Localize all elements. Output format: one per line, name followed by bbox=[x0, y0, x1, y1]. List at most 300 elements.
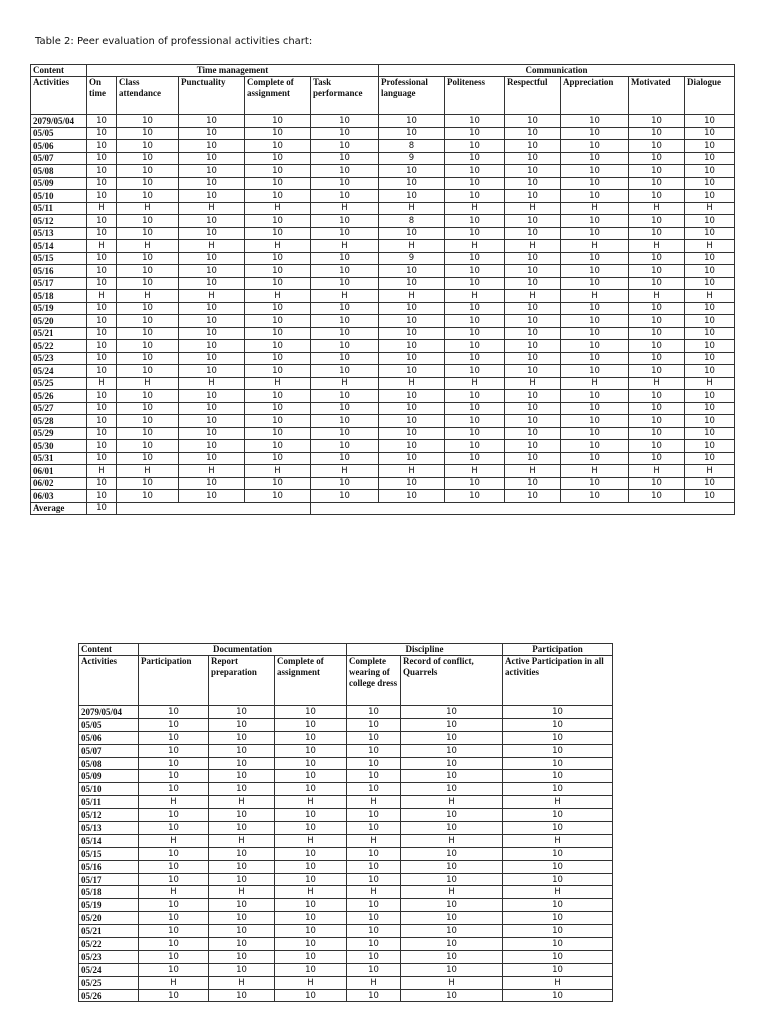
score-cell: 10 bbox=[179, 490, 245, 503]
score-cell: 10 bbox=[685, 365, 735, 378]
score-cell: H bbox=[275, 976, 347, 989]
score-cell: H bbox=[505, 377, 561, 390]
score-cell: 10 bbox=[139, 744, 209, 757]
score-cell: 10 bbox=[505, 227, 561, 240]
score-cell: H bbox=[379, 202, 445, 215]
table-row bbox=[31, 390, 735, 403]
score-cell: 10 bbox=[275, 822, 347, 835]
score-cell: 10 bbox=[87, 340, 117, 353]
date-cell: 2079/05/04 bbox=[79, 706, 139, 719]
score-cell: 10 bbox=[87, 390, 117, 403]
date-cell: 05/20 bbox=[79, 912, 139, 925]
score-cell: 10 bbox=[561, 190, 629, 203]
score-cell: 10 bbox=[139, 718, 209, 731]
score-cell: H bbox=[179, 465, 245, 478]
table-row bbox=[79, 847, 613, 860]
score-cell: 10 bbox=[117, 440, 179, 453]
score-cell: 10 bbox=[209, 770, 275, 783]
score-cell: 10 bbox=[503, 809, 613, 822]
score-cell: 10 bbox=[87, 365, 117, 378]
score-cell: 10 bbox=[311, 127, 379, 140]
score-cell: 10 bbox=[401, 757, 503, 770]
score-cell: 10 bbox=[685, 165, 735, 178]
score-cell: 10 bbox=[561, 227, 629, 240]
score-cell: 10 bbox=[209, 938, 275, 951]
table-row bbox=[31, 402, 735, 415]
score-cell: 10 bbox=[275, 757, 347, 770]
score-cell: 10 bbox=[505, 177, 561, 190]
score-cell: 10 bbox=[561, 277, 629, 290]
score-cell: 10 bbox=[445, 127, 505, 140]
score-cell: 10 bbox=[445, 315, 505, 328]
date-cell: 05/08 bbox=[79, 757, 139, 770]
score-cell: 10 bbox=[209, 873, 275, 886]
score-cell: 10 bbox=[685, 115, 735, 128]
score-cell: 10 bbox=[275, 938, 347, 951]
date-cell: 05/08 bbox=[31, 165, 87, 178]
score-cell: 10 bbox=[117, 115, 179, 128]
peer-evaluation-table-2 bbox=[78, 643, 613, 1002]
time-management-header: Time management bbox=[87, 65, 379, 77]
score-cell: 10 bbox=[245, 127, 311, 140]
score-cell: 10 bbox=[629, 490, 685, 503]
date-cell: 05/22 bbox=[31, 340, 87, 353]
score-cell: 10 bbox=[503, 938, 613, 951]
score-cell: H bbox=[379, 377, 445, 390]
date-cell: 05/25 bbox=[31, 377, 87, 390]
score-cell: 10 bbox=[505, 302, 561, 315]
score-cell: 10 bbox=[561, 302, 629, 315]
score-cell: 10 bbox=[139, 757, 209, 770]
score-cell: 10 bbox=[311, 140, 379, 153]
score-cell: 10 bbox=[685, 490, 735, 503]
column-header: Complete of assignment bbox=[275, 656, 347, 706]
score-cell: 10 bbox=[401, 912, 503, 925]
date-cell: 05/10 bbox=[31, 190, 87, 203]
score-cell: H bbox=[561, 377, 629, 390]
score-cell: H bbox=[245, 290, 311, 303]
score-cell: 10 bbox=[561, 177, 629, 190]
score-cell: 10 bbox=[311, 490, 379, 503]
score-cell: 10 bbox=[347, 718, 401, 731]
table-row bbox=[31, 265, 735, 278]
score-cell: 10 bbox=[87, 140, 117, 153]
column-header: Participation bbox=[139, 656, 209, 706]
score-cell: 10 bbox=[275, 873, 347, 886]
score-cell: 10 bbox=[139, 822, 209, 835]
score-cell: 10 bbox=[685, 402, 735, 415]
score-cell: 10 bbox=[245, 190, 311, 203]
score-cell: 10 bbox=[629, 165, 685, 178]
score-cell: 10 bbox=[503, 718, 613, 731]
score-cell: 10 bbox=[505, 165, 561, 178]
score-cell: 10 bbox=[505, 152, 561, 165]
score-cell: H bbox=[505, 290, 561, 303]
score-cell: 10 bbox=[379, 490, 445, 503]
score-cell: H bbox=[401, 834, 503, 847]
score-cell: H bbox=[139, 834, 209, 847]
score-cell: 10 bbox=[685, 315, 735, 328]
score-cell: H bbox=[117, 202, 179, 215]
score-cell: H bbox=[503, 796, 613, 809]
column-header: Complete of assignment bbox=[245, 77, 311, 115]
score-cell: H bbox=[139, 976, 209, 989]
score-cell: 10 bbox=[347, 950, 401, 963]
score-cell: 10 bbox=[445, 215, 505, 228]
score-cell: H bbox=[445, 202, 505, 215]
score-cell: 10 bbox=[245, 415, 311, 428]
score-cell: 10 bbox=[379, 277, 445, 290]
column-header: Motivated bbox=[629, 77, 685, 115]
score-cell: 10 bbox=[275, 718, 347, 731]
score-cell: 10 bbox=[503, 706, 613, 719]
score-cell: 10 bbox=[87, 165, 117, 178]
table-row bbox=[31, 440, 735, 453]
score-cell: H bbox=[629, 465, 685, 478]
score-cell: H bbox=[209, 834, 275, 847]
date-cell: 2079/05/04 bbox=[31, 115, 87, 128]
score-cell: 10 bbox=[379, 227, 445, 240]
score-cell: 10 bbox=[401, 873, 503, 886]
score-cell: 10 bbox=[503, 783, 613, 796]
score-cell: 10 bbox=[503, 950, 613, 963]
score-cell: 10 bbox=[311, 265, 379, 278]
score-cell: H bbox=[209, 796, 275, 809]
score-cell: 10 bbox=[139, 912, 209, 925]
score-cell: 10 bbox=[561, 315, 629, 328]
table-row bbox=[31, 365, 735, 378]
score-cell: 10 bbox=[505, 402, 561, 415]
score-cell: 10 bbox=[117, 277, 179, 290]
score-cell: 10 bbox=[561, 440, 629, 453]
score-cell: 10 bbox=[505, 315, 561, 328]
score-cell: H bbox=[87, 290, 117, 303]
score-cell: 10 bbox=[275, 731, 347, 744]
score-cell: H bbox=[685, 202, 735, 215]
score-cell: H bbox=[629, 202, 685, 215]
score-cell: H bbox=[505, 465, 561, 478]
score-cell: 10 bbox=[505, 477, 561, 490]
score-cell: 10 bbox=[561, 252, 629, 265]
score-cell: 10 bbox=[179, 427, 245, 440]
score-cell: 10 bbox=[311, 352, 379, 365]
score-cell: 10 bbox=[347, 963, 401, 976]
score-cell: 10 bbox=[311, 402, 379, 415]
score-cell: 10 bbox=[445, 340, 505, 353]
score-cell: H bbox=[445, 377, 505, 390]
score-cell: 10 bbox=[503, 744, 613, 757]
date-cell: 05/11 bbox=[31, 202, 87, 215]
score-cell: 10 bbox=[561, 265, 629, 278]
score-cell: H bbox=[179, 202, 245, 215]
score-cell: 10 bbox=[629, 415, 685, 428]
table-row bbox=[79, 783, 613, 796]
score-cell: 10 bbox=[505, 365, 561, 378]
score-cell: 10 bbox=[503, 860, 613, 873]
score-cell: 10 bbox=[379, 452, 445, 465]
table-row bbox=[31, 452, 735, 465]
score-cell: 10 bbox=[117, 427, 179, 440]
table-row bbox=[79, 886, 613, 899]
score-cell: 10 bbox=[445, 415, 505, 428]
score-cell: H bbox=[311, 465, 379, 478]
score-cell: 10 bbox=[117, 127, 179, 140]
table-row bbox=[79, 989, 613, 1002]
score-cell: 10 bbox=[117, 352, 179, 365]
score-cell: 10 bbox=[561, 327, 629, 340]
score-cell: 10 bbox=[311, 165, 379, 178]
table-row bbox=[31, 177, 735, 190]
date-cell: 05/16 bbox=[79, 860, 139, 873]
score-cell: 10 bbox=[87, 415, 117, 428]
score-cell: 10 bbox=[87, 477, 117, 490]
date-cell: 05/30 bbox=[31, 440, 87, 453]
score-cell: 10 bbox=[245, 227, 311, 240]
score-cell: 10 bbox=[561, 477, 629, 490]
table-row bbox=[31, 377, 735, 390]
score-cell: 10 bbox=[311, 477, 379, 490]
score-cell: 10 bbox=[629, 277, 685, 290]
date-cell: 05/20 bbox=[31, 315, 87, 328]
score-cell: 10 bbox=[401, 925, 503, 938]
date-cell: 05/31 bbox=[31, 452, 87, 465]
score-cell: 10 bbox=[685, 227, 735, 240]
score-cell: 10 bbox=[505, 140, 561, 153]
score-cell: 10 bbox=[347, 873, 401, 886]
score-cell: 10 bbox=[87, 402, 117, 415]
score-cell: 10 bbox=[445, 440, 505, 453]
score-cell: 10 bbox=[209, 757, 275, 770]
score-cell: 10 bbox=[87, 440, 117, 453]
column-header: Politeness bbox=[445, 77, 505, 115]
score-cell: H bbox=[685, 377, 735, 390]
date-cell: 06/03 bbox=[31, 490, 87, 503]
score-cell: 10 bbox=[275, 912, 347, 925]
score-cell: 10 bbox=[179, 440, 245, 453]
score-cell: 10 bbox=[445, 227, 505, 240]
score-cell: 10 bbox=[505, 440, 561, 453]
score-cell: H bbox=[347, 976, 401, 989]
score-cell: H bbox=[311, 377, 379, 390]
score-cell: 10 bbox=[401, 938, 503, 951]
score-cell: 10 bbox=[561, 415, 629, 428]
score-cell: 10 bbox=[445, 190, 505, 203]
table-row bbox=[79, 822, 613, 835]
score-cell: 10 bbox=[401, 822, 503, 835]
date-cell: 05/24 bbox=[79, 963, 139, 976]
score-cell: H bbox=[379, 465, 445, 478]
score-cell: 10 bbox=[245, 277, 311, 290]
score-cell: 10 bbox=[445, 490, 505, 503]
table-row bbox=[79, 873, 613, 886]
score-cell: 10 bbox=[87, 427, 117, 440]
score-cell: 10 bbox=[311, 252, 379, 265]
score-cell: H bbox=[117, 465, 179, 478]
score-cell: 10 bbox=[117, 140, 179, 153]
date-cell: 05/09 bbox=[31, 177, 87, 190]
score-cell: 10 bbox=[379, 327, 445, 340]
score-cell: 10 bbox=[87, 302, 117, 315]
date-cell: 05/06 bbox=[79, 731, 139, 744]
column-header: Dialogue bbox=[685, 77, 735, 115]
score-cell: H bbox=[379, 290, 445, 303]
date-cell: 05/26 bbox=[31, 390, 87, 403]
score-cell: H bbox=[275, 886, 347, 899]
score-cell: 10 bbox=[347, 783, 401, 796]
table-row bbox=[79, 731, 613, 744]
date-cell: 05/18 bbox=[31, 290, 87, 303]
table-row bbox=[31, 465, 735, 478]
score-cell: 10 bbox=[139, 770, 209, 783]
score-cell: 10 bbox=[117, 490, 179, 503]
score-cell: 10 bbox=[87, 177, 117, 190]
table-row bbox=[79, 860, 613, 873]
score-cell: 10 bbox=[561, 340, 629, 353]
score-cell: H bbox=[87, 240, 117, 253]
score-cell: 10 bbox=[139, 783, 209, 796]
score-cell: H bbox=[503, 834, 613, 847]
column-header: Punctuality bbox=[179, 77, 245, 115]
score-cell: 10 bbox=[347, 912, 401, 925]
activities-header: Activities bbox=[79, 656, 139, 706]
score-cell: H bbox=[87, 465, 117, 478]
table-row bbox=[79, 809, 613, 822]
score-cell: 10 bbox=[209, 731, 275, 744]
table-row bbox=[31, 340, 735, 353]
score-cell: 10 bbox=[347, 770, 401, 783]
score-cell: 10 bbox=[561, 402, 629, 415]
score-cell: 10 bbox=[245, 215, 311, 228]
score-cell: 10 bbox=[505, 427, 561, 440]
date-cell: 05/17 bbox=[31, 277, 87, 290]
score-cell: 10 bbox=[561, 165, 629, 178]
score-cell: 10 bbox=[685, 190, 735, 203]
score-cell: 10 bbox=[87, 227, 117, 240]
score-cell: 10 bbox=[685, 340, 735, 353]
score-cell: 10 bbox=[275, 783, 347, 796]
score-cell: 10 bbox=[503, 757, 613, 770]
score-cell: 10 bbox=[117, 215, 179, 228]
score-cell: H bbox=[347, 796, 401, 809]
score-cell: 10 bbox=[401, 706, 503, 719]
score-cell: 10 bbox=[87, 327, 117, 340]
average-value: 10 bbox=[87, 502, 117, 515]
date-cell: 05/23 bbox=[31, 352, 87, 365]
score-cell: 10 bbox=[311, 215, 379, 228]
score-cell: 10 bbox=[629, 365, 685, 378]
score-cell: 10 bbox=[347, 822, 401, 835]
score-cell: 9 bbox=[379, 252, 445, 265]
score-cell: 10 bbox=[117, 190, 179, 203]
communication-header: Communication bbox=[379, 65, 735, 77]
column-header: Record of conflict, Quarrels bbox=[401, 656, 503, 706]
score-cell: 10 bbox=[209, 860, 275, 873]
score-cell: 10 bbox=[379, 315, 445, 328]
score-cell: 10 bbox=[139, 925, 209, 938]
score-cell: 10 bbox=[179, 415, 245, 428]
score-cell: 10 bbox=[179, 477, 245, 490]
score-cell: 10 bbox=[179, 352, 245, 365]
score-cell: 10 bbox=[445, 390, 505, 403]
score-cell: 10 bbox=[445, 115, 505, 128]
date-cell: 05/23 bbox=[79, 950, 139, 963]
table-row bbox=[79, 899, 613, 912]
score-cell: 10 bbox=[561, 427, 629, 440]
date-cell: 06/02 bbox=[31, 477, 87, 490]
score-cell: 10 bbox=[445, 452, 505, 465]
score-cell: 10 bbox=[311, 327, 379, 340]
date-cell: 05/29 bbox=[31, 427, 87, 440]
date-cell: 05/12 bbox=[79, 809, 139, 822]
score-cell: 10 bbox=[117, 152, 179, 165]
table-row bbox=[31, 315, 735, 328]
column-header: Active Participation in all activities bbox=[503, 656, 613, 706]
score-cell: 10 bbox=[311, 427, 379, 440]
score-cell: 10 bbox=[245, 327, 311, 340]
score-cell: 10 bbox=[445, 402, 505, 415]
column-header: Appreciation bbox=[561, 77, 629, 115]
score-cell: 10 bbox=[685, 302, 735, 315]
date-cell: 05/18 bbox=[79, 886, 139, 899]
score-cell: 10 bbox=[561, 352, 629, 365]
score-cell: 10 bbox=[445, 277, 505, 290]
score-cell: 10 bbox=[505, 340, 561, 353]
score-cell: 10 bbox=[275, 989, 347, 1002]
score-cell: 10 bbox=[445, 302, 505, 315]
table-row bbox=[31, 227, 735, 240]
score-cell: 10 bbox=[505, 115, 561, 128]
score-cell: 10 bbox=[275, 963, 347, 976]
score-cell: 10 bbox=[685, 177, 735, 190]
score-cell: H bbox=[139, 796, 209, 809]
score-cell: 10 bbox=[561, 365, 629, 378]
score-cell: 10 bbox=[503, 731, 613, 744]
score-cell: 10 bbox=[311, 227, 379, 240]
date-cell: 05/05 bbox=[79, 718, 139, 731]
score-cell: 10 bbox=[139, 809, 209, 822]
table-row bbox=[31, 165, 735, 178]
score-cell: 10 bbox=[347, 809, 401, 822]
table-row bbox=[79, 925, 613, 938]
score-cell: H bbox=[629, 290, 685, 303]
date-cell: 05/26 bbox=[79, 989, 139, 1002]
score-cell: 10 bbox=[629, 402, 685, 415]
score-cell: 10 bbox=[179, 365, 245, 378]
column-header: Complete wearing of college dress bbox=[347, 656, 401, 706]
score-cell: 10 bbox=[245, 390, 311, 403]
score-cell: 10 bbox=[311, 302, 379, 315]
score-cell: 10 bbox=[139, 938, 209, 951]
score-cell: H bbox=[179, 377, 245, 390]
table-row bbox=[31, 327, 735, 340]
score-cell: H bbox=[379, 240, 445, 253]
score-cell: 10 bbox=[139, 899, 209, 912]
score-cell: 10 bbox=[139, 950, 209, 963]
score-cell: 10 bbox=[561, 115, 629, 128]
score-cell: 10 bbox=[629, 115, 685, 128]
date-cell: 05/05 bbox=[31, 127, 87, 140]
score-cell: 10 bbox=[379, 190, 445, 203]
score-cell: 10 bbox=[209, 718, 275, 731]
score-cell: 10 bbox=[685, 277, 735, 290]
score-cell: 10 bbox=[275, 847, 347, 860]
score-cell: 10 bbox=[347, 925, 401, 938]
date-cell: 05/10 bbox=[79, 783, 139, 796]
score-cell: 10 bbox=[245, 315, 311, 328]
score-cell: 10 bbox=[629, 252, 685, 265]
score-cell: 10 bbox=[139, 989, 209, 1002]
score-cell: 10 bbox=[179, 215, 245, 228]
